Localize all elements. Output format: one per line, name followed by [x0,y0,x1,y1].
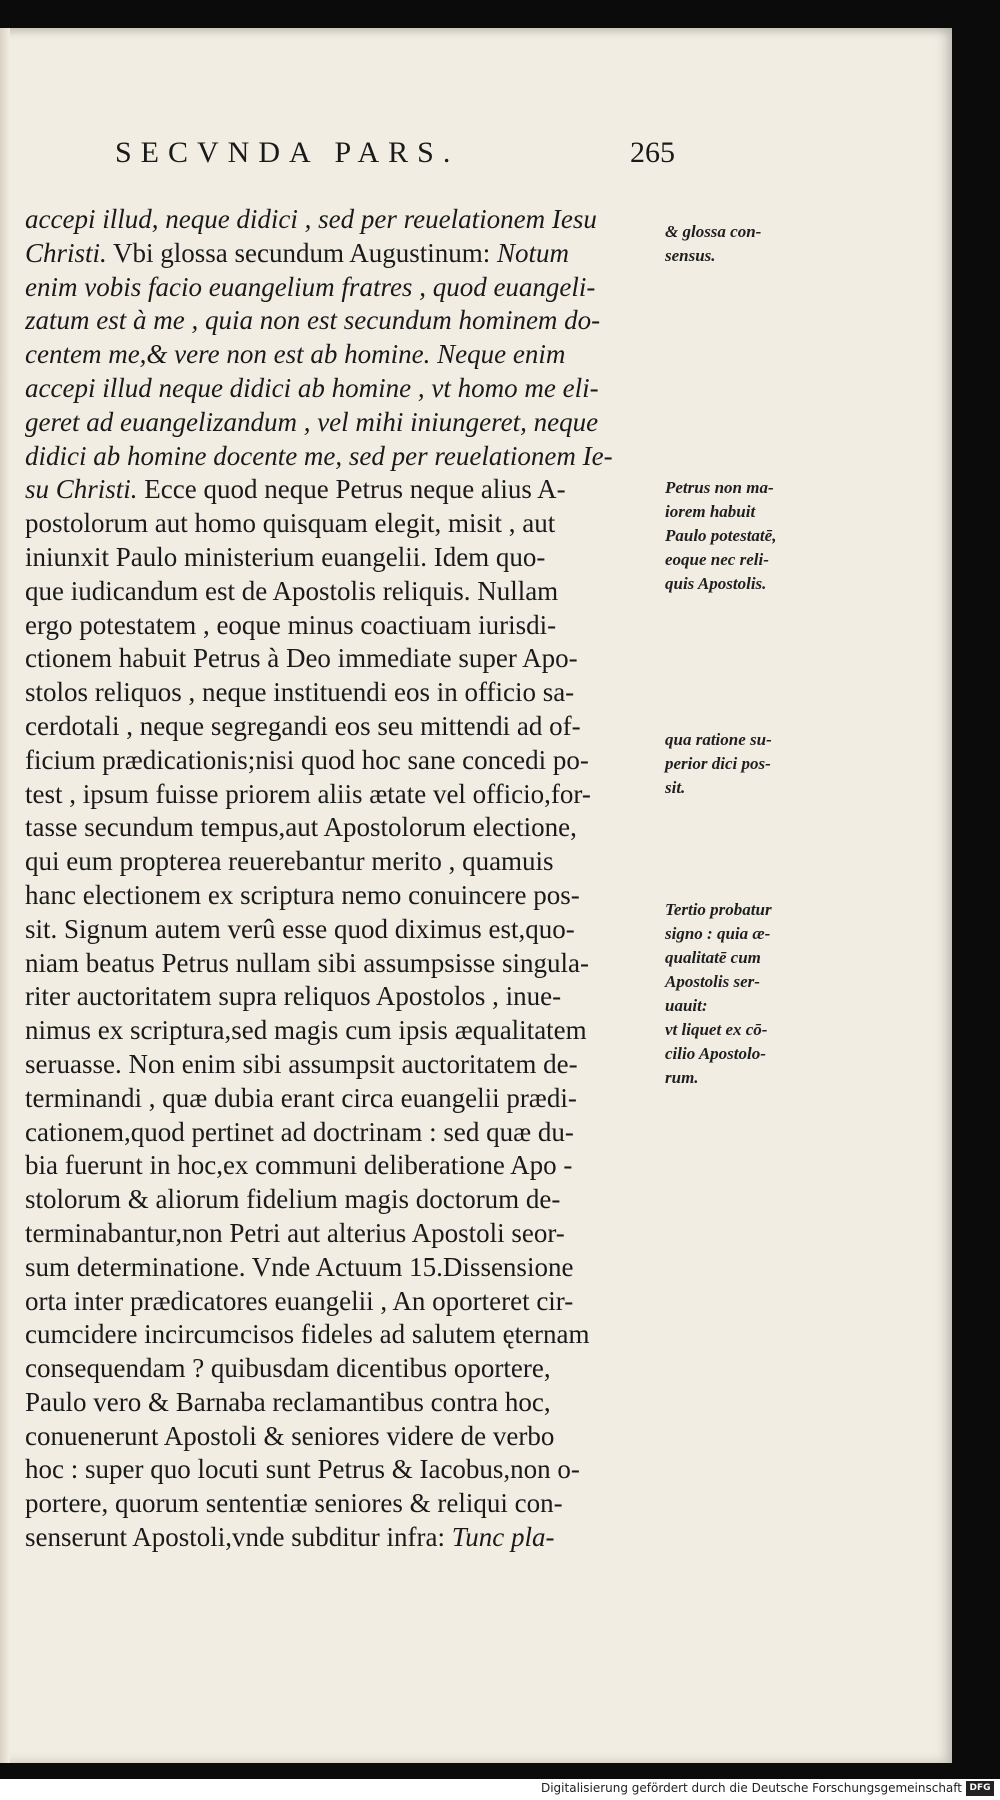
text-line: ctionem habuit Petrus à Deo immediate super Apo- [25,643,578,674]
marginal-note-line: rum. [665,1068,699,1087]
marginal-note-line: vt liquet ex cō- [665,1020,768,1039]
marginal-note-line: uauit: [665,996,708,1015]
text-line: niam beatus Petrus nullam sibi assumpsisse singula- [25,947,589,978]
marginal-note-line: sit. [665,778,686,797]
text-line [25,237,675,271]
text-line: hanc electionem ex scriptura nemo conuincere pos- [25,879,580,910]
text-line: geret ad euangelizandum , vel mihi iniungeret, neque [25,406,599,437]
text-line: didici ab homine docente me, sed per reuelationem Ie- [25,440,613,471]
marginal-note-qua-ratione [665,728,825,800]
marginal-note-line: signo : quia æ- [665,924,771,943]
running-head-title: SECVNDA PARS. [115,136,460,169]
marginal-note-line: eoque nec reli- [665,550,769,569]
marginal-note-line: perior dici pos- [665,754,771,773]
text-line: portere, quorum sententiæ seniores & reliqui con- [25,1488,563,1519]
text-line: terminabantur,non Petri aut alterius Apostoli seor- [25,1217,565,1248]
dfg-logo: DFG [966,1781,994,1796]
marginal-note-line: qualitatē cum [665,948,761,967]
text-line: riter auctoritatem supra reliquos Apostolos , inue- [25,981,562,1012]
text-segment: Vbi glossa secundum Augustinum: [106,237,498,268]
page-number: 265 [630,136,675,169]
text-line: zatum est à me , quia non est secundum hominem do- [25,305,601,336]
text-line: cumcidere incircumcisos fideles ad salutem ęternam [25,1319,590,1350]
marginal-note-line: Apostolis ser- [665,972,760,991]
text-segment: Christi. [25,237,107,268]
text-line: terminandi , quæ dubia erant circa euangelii prædi- [25,1082,577,1113]
text-segment: Ecce quod neque Petrus neque alius A- [137,474,566,505]
text-line: ergo potestatem , eoque minus coactiuam iurisdi- [25,609,557,640]
marginal-note-line: Petrus non ma- [665,478,774,497]
text-line: test , ipsum fuisse priorem aliis ætate vel officio,for- [25,778,591,809]
text-line: nimus ex scriptura,sed magis cum ipsis æqualitatem [25,1015,587,1046]
text-line: Paulo vero & Barnaba reclamantibus contra hoc, [25,1386,551,1417]
marginal-note-gloss-consensus [665,220,825,268]
text-line: hoc : super quo locuti sunt Petrus & Iacobus,non o- [25,1454,580,1485]
text-line: bia fuerunt in hoc,ex communi deliberatione Apo - [25,1150,573,1181]
page-gutter-shadow [0,28,10,1763]
digitization-footer [0,1779,1000,1800]
text-line: qui eum propterea reuerebantur merito , quamuis [25,846,554,877]
text-line: accepi illud, neque didici , sed per reuelationem Iesu [25,204,597,234]
text-line: accepi illud neque didici ab homine , vt homo me eli- [25,372,599,403]
text-line: seruasse. Non enim sibi assumpsit auctoritatem de- [25,1048,578,1079]
text-line: sum determinatione. Vnde Actuum 15.Dissensione [25,1251,574,1282]
marginal-note-line: & glossa con- [665,222,762,241]
text-line: enim vobis facio euangelium fratres , quod euangeli- [25,271,596,302]
text-segment: su Christi. [25,474,138,505]
text-line: orta inter prædicatores euangelii , An oporteret cir- [25,1285,574,1316]
marginal-note-line: Paulo potestatē, [665,526,777,545]
footer-credit-text: Digitalisierung gefördert durch die Deutsche Forschungsgemeinschaft [540,1781,962,1795]
running-head [115,136,675,186]
marginal-note-line: Tertio probatur [665,900,772,919]
text-line: postolorum aut homo quisquam elegit, misit , aut [25,508,556,539]
main-text-block [25,203,675,1555]
marginal-note-tertio-probatur [665,898,825,1090]
text-line: consequendam ? quibusdam dicentibus oportere, [25,1353,551,1384]
text-line [25,1521,675,1555]
marginal-note-line: quis Apostolis. [665,574,767,593]
marginal-note-petrus-non-maiorem [665,476,825,596]
text-line: cationem,quod pertinet ad doctrinam : sed quæ du- [25,1116,574,1147]
text-line: tasse secundum tempus,aut Apostolorum electione, [25,812,577,843]
marginal-note-line: iorem habuit [665,502,756,521]
marginal-note-line: sensus. [665,246,716,265]
text-line: conuenerunt Apostoli & seniores videre de verbo [25,1420,555,1451]
text-line: stolos reliquos , neque instituendi eos in officio sa- [25,677,575,708]
text-line: cerdotali , neque segregandi eos seu mittendi ad of- [25,710,581,741]
marginal-note-line: qua ratione su- [665,730,772,749]
text-line: centem me,& vere non est ab homine. Neque enim [25,339,566,370]
text-segment: senserunt Apostoli,vnde subditur infra: [25,1522,452,1553]
text-line: iniunxit Paulo ministerium euangelii. Idem quo- [25,541,546,572]
text-line: stolorum & aliorum fidelium magis doctorum de- [25,1184,561,1215]
text-line [25,473,675,507]
book-page [0,28,952,1763]
text-line: sit. Signum autem verû esse quod diximus est,quo- [25,913,575,944]
text-segment: Tunc pla- [451,1522,555,1553]
text-line: que iudicandum est de Apostolis reliquis. Nullam [25,575,559,606]
text-line: ficium prædicationis;nisi quod hoc sane concedi po- [25,744,589,775]
marginal-note-line: cilio Apostolo- [665,1044,766,1063]
text-segment: Notum [497,237,570,268]
